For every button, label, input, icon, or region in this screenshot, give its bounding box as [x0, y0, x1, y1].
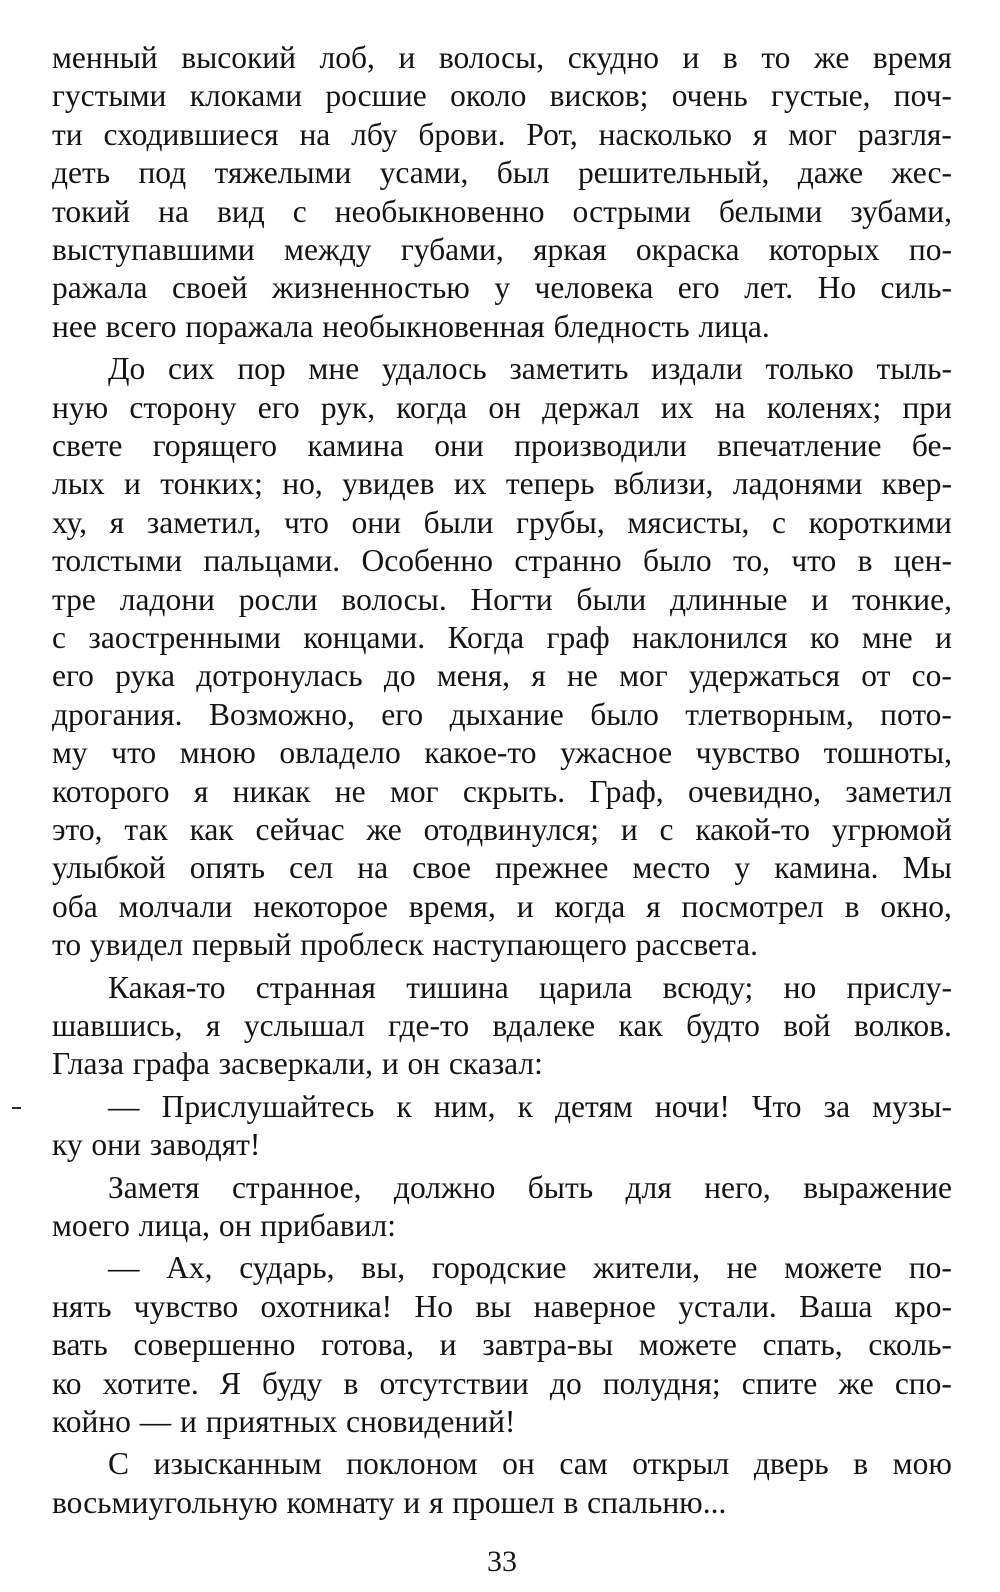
text-line: которого я никак не мог скрыть. Граф, очевидно, заметил	[52, 773, 952, 809]
text-line: му что мною овладело какое-то ужасное чувство тошноты,	[52, 735, 952, 771]
text-line: густыми клоками росшие около висков; очень густые, поч-	[52, 78, 952, 114]
text-line: Заметя странное, должно быть для него, выражение	[108, 1169, 952, 1205]
text-line: моего лица, он прибавил:	[52, 1208, 396, 1243]
text-line: нее всего поражала необыкновенная бледность лица.	[52, 308, 770, 344]
text-line: — Прислушайтесь к ним, к детям ночи! Что за музы-	[108, 1088, 952, 1124]
text-line: вать совершенно готова, и завтра-вы можете спать, сколь-	[52, 1327, 952, 1363]
text-line: ную сторону его рук, когда он держал их на коленях; при	[52, 389, 952, 425]
text-line: До сих пор мне удалось заметить издали только тыль-	[108, 351, 952, 387]
page-number: 33	[487, 1545, 517, 1579]
text-line: улыбкой опять сел на свое прежнее место у камина. Мы	[52, 850, 952, 886]
text-line: нять чувство охотника! Но вы наверное устали. Ваша кро-	[52, 1288, 952, 1324]
text-line: дрогания. Возможно, его дыхание было тлетворным, пото-	[52, 696, 952, 732]
text-line: тре ладони росли волосы. Ногти были длинные и тонкие,	[52, 581, 952, 617]
text-line: ку они заводят!	[52, 1127, 261, 1163]
text-line: менный высокий лоб, и волосы, скудно и в то же время	[52, 40, 952, 75]
text-line: выступавшими между губами, яркая окраска которых по-	[52, 232, 952, 267]
text-line: ху, я заметил, что они были грубы, мясисты, с короткими	[52, 504, 952, 540]
text-line: его рука дотронулась до меня, я не мог удержаться от со-	[52, 658, 952, 694]
text-line: восьмиугольную комнату и я прошел в спальню...	[52, 1484, 727, 1520]
text-line: оба молчали некоторое время, и когда я посмотрел в окно,	[52, 888, 952, 924]
margin-mark	[12, 1107, 21, 1109]
text-line: ти сходившиеся на лбу брови. Рот, насколько я мог разгля-	[52, 116, 952, 152]
text-line: ражала своей жизненностью у человека его лет. Но силь-	[52, 270, 952, 306]
book-page	[52, 40, 952, 1579]
text-line: то увидел первый проблеск наступающего рассвета.	[52, 927, 759, 963]
text-line: койно — и приятных сновидений!	[52, 1404, 516, 1439]
text-line: Какая-то странная тишина царила всюду; но прислу-	[108, 969, 952, 1005]
text-line: — Ах, сударь, вы, городские жители, не можете по-	[108, 1250, 952, 1286]
text-line: деть под тяжелыми усами, был решительный, даже жес-	[52, 155, 952, 191]
text-line: Глаза графа засверкали, и он сказал:	[52, 1046, 543, 1082]
text-line: ко хотите. Я буду в отсутствии до полудня; спите же спо-	[52, 1365, 952, 1401]
text-line: лых и тонких; но, увидев их теперь вблизи, ладонями квер-	[52, 466, 952, 502]
text-line: шавшись, я услышал где-то вдалеке как будто вой волков.	[52, 1008, 952, 1043]
text-line: токий на вид с необыкновенно острыми белыми зубами,	[52, 193, 952, 229]
text-line: С изысканным поклоном он сам открыл дверь в мою	[108, 1446, 952, 1482]
text-line: это, так как сейчас же отодвинулся; и с какой-то угрюмой	[52, 812, 952, 847]
text-line: с заостренными концами. Когда граф наклонился ко мне и	[52, 620, 952, 655]
text-line: толстыми пальцами. Особенно странно было то, что в цен-	[52, 543, 952, 579]
text-line: свете горящего камина они производили впечатление бе-	[52, 428, 952, 463]
